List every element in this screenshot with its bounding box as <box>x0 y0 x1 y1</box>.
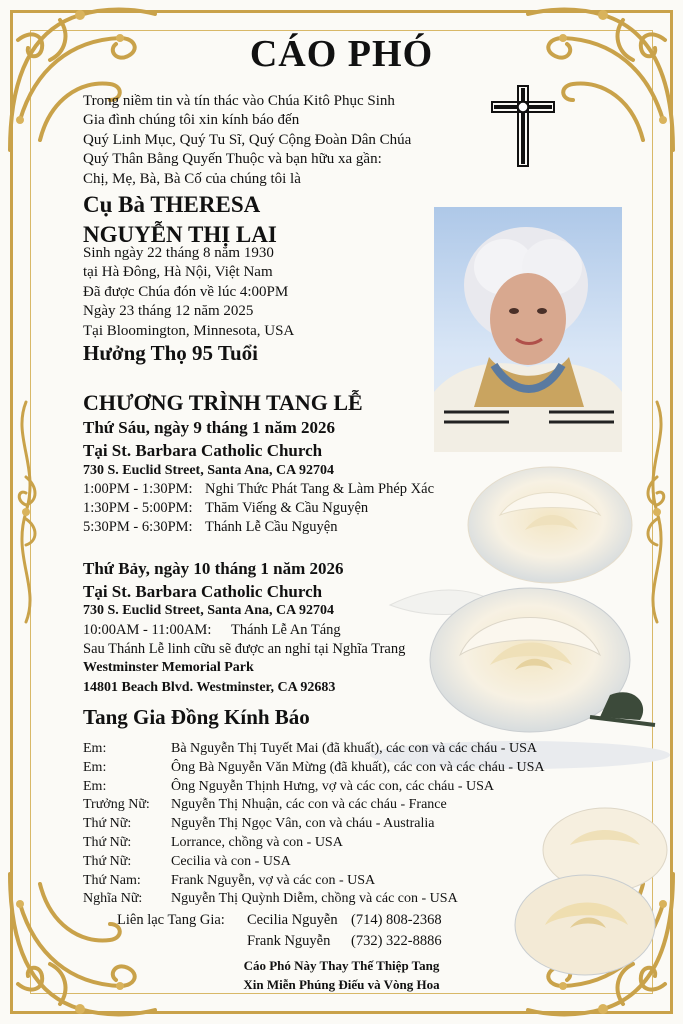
schedule-time: 1:30PM - 5:00PM: <box>83 500 193 516</box>
family-names: Nguyễn Thị Nhuận, các con và các cháu - France <box>171 797 447 813</box>
schedule-event: Thăm Viếng & Cầu Nguyện <box>205 500 369 516</box>
portrait-photo <box>434 207 622 452</box>
family-names: Ông Bà Nguyễn Văn Mừng (đã khuất), các con và các cháu - USA <box>171 759 545 775</box>
footer-line2: Xin Miễn Phúng Điếu và Vòng Hoa <box>243 977 440 992</box>
burial-note: Sau Thánh Lễ linh cữu sẽ được an nghỉ tại Nghĩa Trang <box>83 641 406 657</box>
deceased-name <box>83 190 277 250</box>
intro-line: Chị, Mẹ, Bà, Bà Cố của chúng tôi là <box>83 170 301 187</box>
deceased-details <box>83 244 294 341</box>
program-title: CHƯƠNG TRÌNH TANG LỄ <box>83 390 363 415</box>
day2-schedule-item <box>83 622 341 639</box>
intro-line: Quý Linh Mục, Quý Tu Sĩ, Quý Cộng Đoàn Dân Chúa <box>83 131 412 148</box>
intro-text <box>83 92 411 189</box>
day1-schedule-item <box>83 481 434 498</box>
schedule-event: Thánh Lễ An Táng <box>231 622 341 638</box>
family-list <box>83 740 545 909</box>
day1-address: 730 S. Euclid Street, Santa Ana, CA 92704 <box>83 463 334 478</box>
side-ornament-left <box>8 397 44 627</box>
contact-label: Liên lạc Tang Gia: <box>117 912 225 928</box>
page-title: CÁO PHÓ <box>249 33 434 75</box>
day2-heading: Thứ Bảy, ngày 10 tháng 1 năm 2026 <box>83 559 344 578</box>
contact-name: Cecilia Nguyễn <box>247 912 338 928</box>
family-row <box>83 778 545 797</box>
schedule-event: Nghi Thức Phát Tang & Làm Phép Xác <box>205 481 435 497</box>
intro-line: Trong niềm tin và tín thác vào Chúa Kitô Phục Sinh <box>83 93 395 109</box>
intro-line: Gia đình chúng tôi xin kính báo đến <box>83 112 300 129</box>
schedule-time: 1:00PM - 1:30PM: <box>83 481 193 497</box>
family-names: Frank Nguyễn, vợ và các con - USA <box>171 872 376 888</box>
day1-heading: Thứ Sáu, ngày 9 tháng 1 năm 2026 <box>83 418 336 437</box>
family-names: Ông Nguyễn Thịnh Hưng, vợ và các con, các cháu - USA <box>171 778 495 794</box>
white-roses-image <box>350 455 670 775</box>
detail-line: Đã được Chúa đón về lúc 4:00PM <box>83 283 289 300</box>
family-relation: Nghĩa Nữ: <box>83 891 143 907</box>
family-row <box>83 890 545 909</box>
contact-phone: (714) 808-2368 <box>351 912 442 928</box>
day1-schedule-item <box>83 500 368 517</box>
day1-schedule-item <box>83 519 337 536</box>
family-row <box>83 759 545 778</box>
cross-icon <box>490 84 556 168</box>
family-relation: Thứ Nữ: <box>83 816 132 832</box>
deceased-name-line1: Cụ Bà THERESA <box>83 192 261 217</box>
family-names: Bà Nguyễn Thị Tuyết Mai (đã khuất), các con và các cháu - USA <box>171 741 537 756</box>
day2-church: Tại St. Barbara Catholic Church <box>83 582 323 601</box>
contact-info <box>117 910 442 952</box>
contact-phone: (732) 322-8886 <box>351 933 442 949</box>
detail-line: tại Hà Đông, Hà Nội, Việt Nam <box>83 264 273 281</box>
family-row <box>83 834 545 853</box>
family-row <box>83 853 545 872</box>
family-row <box>83 796 545 815</box>
intro-line: Quý Thân Bằng Quyến Thuộc và bạn hữu xa gần: <box>83 151 382 168</box>
family-relation: Thứ Nữ: <box>83 853 132 869</box>
contact-row <box>117 910 442 931</box>
detail-line: Tại Bloomington, Minnesota, USA <box>83 322 295 339</box>
cemetery-address: 14801 Beach Blvd. Westminster, CA 92683 <box>83 680 336 695</box>
detail-line: Ngày 23 tháng 12 năm 2025 <box>83 303 254 320</box>
family-names: Cecilia và con - USA <box>171 853 291 869</box>
footer-note <box>0 956 683 994</box>
cemetery-name: Westminster Memorial Park <box>83 660 254 675</box>
schedule-event: Thánh Lễ Cầu Nguyện <box>205 519 338 535</box>
footer-line1: Cáo Phó Này Thay Thế Thiệp Tang <box>243 958 440 973</box>
contact-row <box>117 931 442 952</box>
family-relation: Thứ Nữ: <box>83 834 132 850</box>
family-row <box>83 740 545 759</box>
family-row <box>83 815 545 834</box>
family-names: Nguyễn Thị Ngọc Vân, con và cháu - Australia <box>171 816 435 832</box>
family-title: Tang Gia Đồng Kính Báo <box>83 705 310 729</box>
family-names: Lorrance, chồng và con - USA <box>171 834 343 850</box>
family-names: Nguyễn Thị Quỳnh Diễm, chồng và các con - USA <box>171 891 458 907</box>
family-relation: Trưởng Nữ: <box>83 797 150 813</box>
day2-address: 730 S. Euclid Street, Santa Ana, CA 92704 <box>83 603 334 618</box>
family-row <box>83 872 545 891</box>
schedule-time: 5:30PM - 6:30PM: <box>83 519 193 535</box>
deceased-name-line2: NGUYỄN THỊ LAI <box>83 222 277 247</box>
age-text: Hưởng Thọ 95 Tuổi <box>83 341 259 365</box>
detail-line: Sinh ngày 22 tháng 8 năm 1930 <box>83 245 274 261</box>
schedule-time: 10:00AM - 11:00AM: <box>83 622 212 638</box>
contact-name: Frank Nguyễn <box>247 933 331 949</box>
family-relation: Thứ Nam: <box>83 872 141 888</box>
family-relation: Em: <box>83 759 107 775</box>
family-relation: Em: <box>83 778 107 794</box>
family-relation: Em: <box>83 741 107 756</box>
day1-church: Tại St. Barbara Catholic Church <box>83 441 323 460</box>
